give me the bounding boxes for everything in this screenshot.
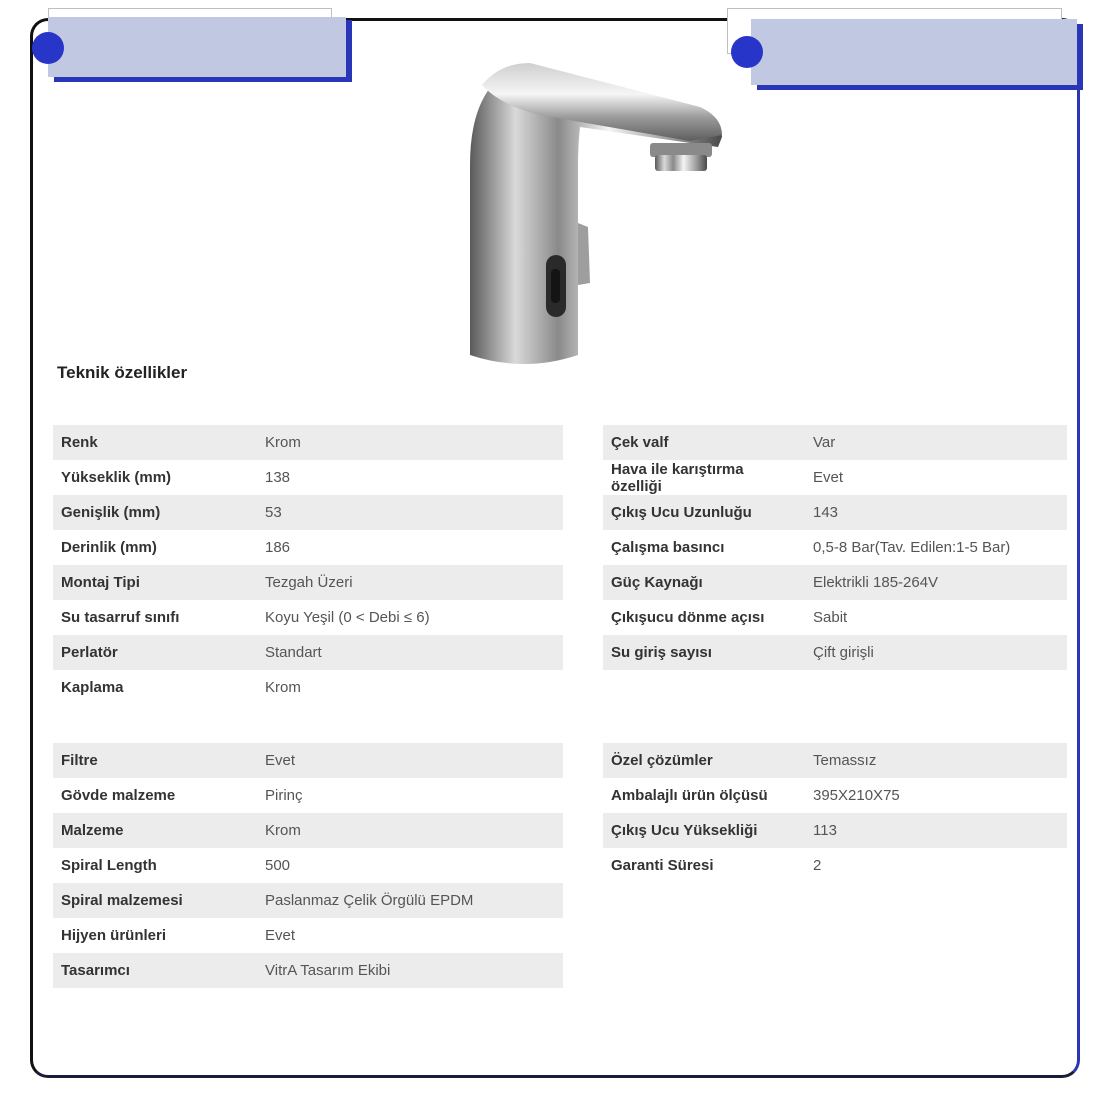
spec-value: 186: [265, 539, 291, 556]
spec-value: 395X210X75: [813, 787, 900, 804]
spec-row: [603, 495, 1067, 530]
spec-value: Standart: [257, 635, 563, 670]
spec-value: 500: [265, 857, 291, 874]
spec-label: Su tasarruf sınıfı: [61, 609, 180, 626]
spec-table-right-bottom: [603, 743, 1067, 883]
section-title: Teknik özellikler: [57, 363, 188, 382]
spec-label: Filtre: [53, 743, 257, 778]
spec-row: [53, 600, 563, 635]
spec-row: [53, 530, 563, 565]
spec-value: Temassız: [805, 743, 1067, 778]
spec-row: [603, 635, 1067, 670]
spec-row: [53, 848, 563, 883]
spec-label: Montaj Tipi: [53, 565, 257, 600]
spec-value: 2: [813, 857, 822, 874]
spec-row: [603, 425, 1067, 460]
spec-value: Evet: [257, 743, 563, 778]
spec-label: Renk: [53, 425, 257, 460]
spec-row: [603, 743, 1067, 778]
spec-row: [53, 635, 563, 670]
spec-value: 143: [805, 495, 1067, 530]
spec-row: [53, 565, 563, 600]
left-dot: [32, 32, 64, 64]
spec-label: Spiral malzemesi: [53, 883, 257, 918]
spec-value: Evet: [813, 469, 844, 486]
spec-label: Genişlik (mm): [53, 495, 257, 530]
spec-value: 138: [265, 469, 291, 486]
spec-table-right-top: [603, 425, 1067, 670]
spec-value: Çift girişli: [805, 635, 1067, 670]
spec-value: Tezgah Üzeri: [257, 565, 563, 600]
spec-label: Güç Kaynağı: [603, 565, 805, 600]
spec-value: Evet: [265, 927, 296, 944]
spec-row: [603, 813, 1067, 848]
spec-value: 113: [805, 813, 1067, 848]
spec-label: Malzeme: [53, 813, 257, 848]
spec-row: [53, 953, 563, 988]
spec-value: Sabit: [813, 609, 848, 626]
spec-label: Perlatör: [53, 635, 257, 670]
spec-label: Özel çözümler: [603, 743, 805, 778]
spec-label: Kaplama: [61, 679, 124, 696]
spec-value: Koyu Yeşil (0 < Debi ≤ 6): [265, 609, 430, 626]
spec-value: Krom: [265, 679, 301, 696]
spec-row: [603, 460, 1067, 495]
spec-value: Elektrikli 185-264V: [805, 565, 1067, 600]
spec-table-left-bottom: [53, 743, 563, 988]
spec-value: VitrA Tasarım Ekibi: [257, 953, 563, 988]
spec-label: Garanti Süresi: [611, 857, 714, 874]
spec-row: [603, 565, 1067, 600]
spec-value: Pirinç: [265, 787, 303, 804]
spec-label: Hava ile karıştırma özelliği: [611, 460, 744, 495]
spec-label: Spiral Length: [61, 857, 157, 874]
spec-label: Ambalajlı ürün ölçüsü: [611, 787, 768, 804]
spec-row: [53, 425, 563, 460]
spec-value: 53: [257, 495, 563, 530]
spec-label: Çek valf: [603, 425, 805, 460]
spec-value: 0,5-8 Bar(Tav. Edilen:1-5 Bar): [813, 539, 1011, 556]
spec-value: Krom: [257, 813, 563, 848]
spec-row: [53, 813, 563, 848]
spec-value: Krom: [257, 425, 563, 460]
spec-label: Yükseklik (mm): [61, 469, 172, 486]
spec-row: [603, 600, 1067, 635]
spec-label: Gövde malzeme: [61, 787, 176, 804]
spec-row: [603, 848, 1067, 883]
spec-label: Çıkış Ucu Yüksekliği: [603, 813, 805, 848]
spec-row: [53, 778, 563, 813]
spec-row: [603, 778, 1067, 813]
spec-value: Var: [805, 425, 1067, 460]
spec-row: [53, 918, 563, 953]
spec-label: Hijyen ürünleri: [61, 927, 167, 944]
spec-label: Çalışma basıncı: [611, 539, 725, 556]
spec-row: [53, 460, 563, 495]
spec-label: Çıkış Ucu Uzunluğu: [603, 495, 805, 530]
spec-row: [603, 530, 1067, 565]
spec-value: Paslanmaz Çelik Örgülü EPDM: [257, 883, 563, 918]
faucet-image: [460, 55, 740, 365]
spec-label: Su giriş sayısı: [603, 635, 805, 670]
right-tab: [751, 19, 1077, 85]
spec-row: [53, 743, 563, 778]
left-tab: [48, 17, 346, 77]
spec-label: Tasarımcı: [53, 953, 257, 988]
spec-label: Çıkışucu dönme açısı: [611, 609, 765, 626]
spec-row: [53, 670, 563, 705]
spec-table-left-top: [53, 425, 563, 705]
spec-row: [53, 883, 563, 918]
spec-label: Derinlik (mm): [61, 539, 157, 556]
spec-row: [53, 495, 563, 530]
